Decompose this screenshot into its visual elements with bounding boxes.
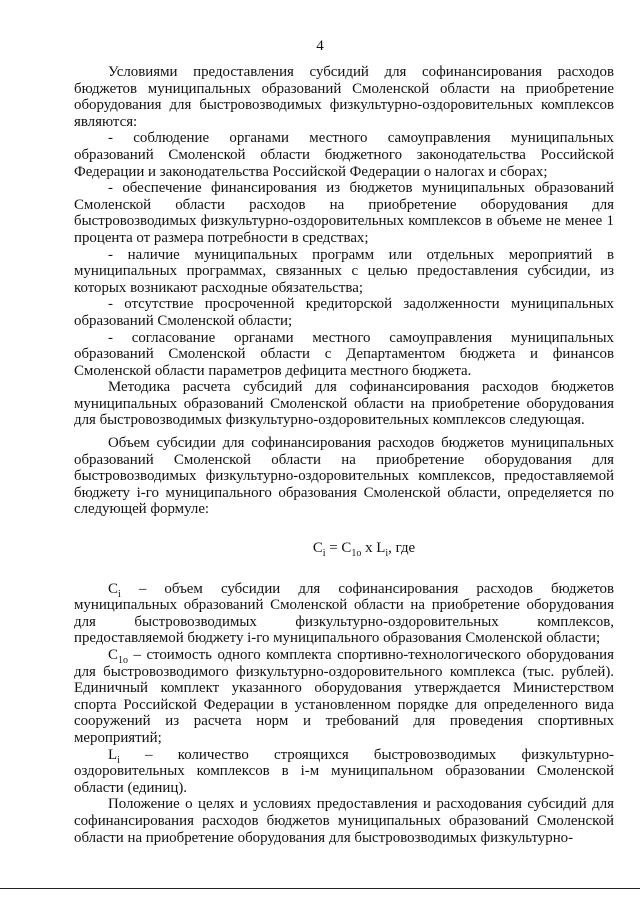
footer-divider	[0, 888, 640, 889]
document-body	[74, 64, 614, 846]
method-paragraph: Методика расчета субсидий для софинансирования расходов бюджетов муниципальных образований Смоленской области на приобретение оборудования для быстровозводимых физкультурно-оздоровительных комплексов следующая.	[74, 379, 614, 429]
page-number: 4	[316, 38, 324, 54]
regulation-paragraph: Положение о целях и условиях предоставления и расходования субсидий для софинансирования расходов бюджетов муниципальных образований Смоленской области на приобретение оборудования для быстровозводимых физкультурно-	[74, 796, 614, 846]
condition-item-1: - соблюдение органами местного самоуправления муниципальных образований Смоленской области бюджетного законодательства Российской Федерации и законодательства Российской Федерации о налогах и сборах;	[74, 130, 614, 180]
subsidy-formula: $C_i = C_{1o}$ x $L_i$, где	[312, 540, 416, 559]
definition-ci: $C_i$ – объем субсидии для софинансирования расходов бюджетов муниципальных образований Смоленской области на приобретение оборудования для быстровозводимых физкультурно-оздоровительных комплексов, предоставляемой бюджету i-го муниципального образования Смоленской области;	[74, 580, 614, 647]
condition-item-2: - обеспечение финансирования из бюджетов муниципальных образований Смоленской области расходов на приобретение оборудования для быстровозводимых физкультурно-оздоровительных комплексов в объеме не менее 1 процента от размера потребности в средствах;	[74, 180, 614, 246]
intro-paragraph: Условиями предоставления субсидий для софинансирования расходов бюджетов муниципальных образований Смоленской области на приобретение оборудования для быстровозводимых физкультурно-оздоровительных комплексов являются:	[74, 64, 614, 130]
condition-item-3: - наличие муниципальных программ или отдельных мероприятий в муниципальных программах, связанных с целью предоставления субсидии, из которых возникают расходные обязательства;	[74, 246, 614, 296]
definition-c1o: $C_{1o}$ – стоимость одного комплекта спортивно-технологического оборудования для быстровозводимого физкультурно-оздоровительного комплекса (тыс. рублей). Единичный комплект указанного оборудования утверждается Министерством спорта Российской Федерации в установленном порядке для определенного вида сооружений из расчета норм и требований для проведения спортивных мероприятий;	[74, 647, 614, 746]
definition-li: $L_i$ – количество строящихся быстровозводимых физкультурно-оздоровительных комплексов в i-м муниципальном образовании Смоленской области (единиц).	[74, 746, 614, 796]
condition-item-4: - отсутствие просроченной кредиторской задолженности муниципальных образований Смоленской области;	[74, 296, 614, 329]
condition-item-5: - согласование органами местного самоуправления муниципальных образований Смоленской области с Департаментом бюджета и финансов Смоленской области параметров дефицита местного бюджета.	[74, 329, 614, 379]
volume-paragraph: Объем субсидии для софинансирования расходов бюджетов муниципальных образований Смоленской области на приобретение оборудования для быстровозводимых физкультурно-оздоровительных комплексов, предоставляемой бюджету i-го муниципального образования Смоленской области, определяется по следующей формуле:	[74, 435, 614, 518]
